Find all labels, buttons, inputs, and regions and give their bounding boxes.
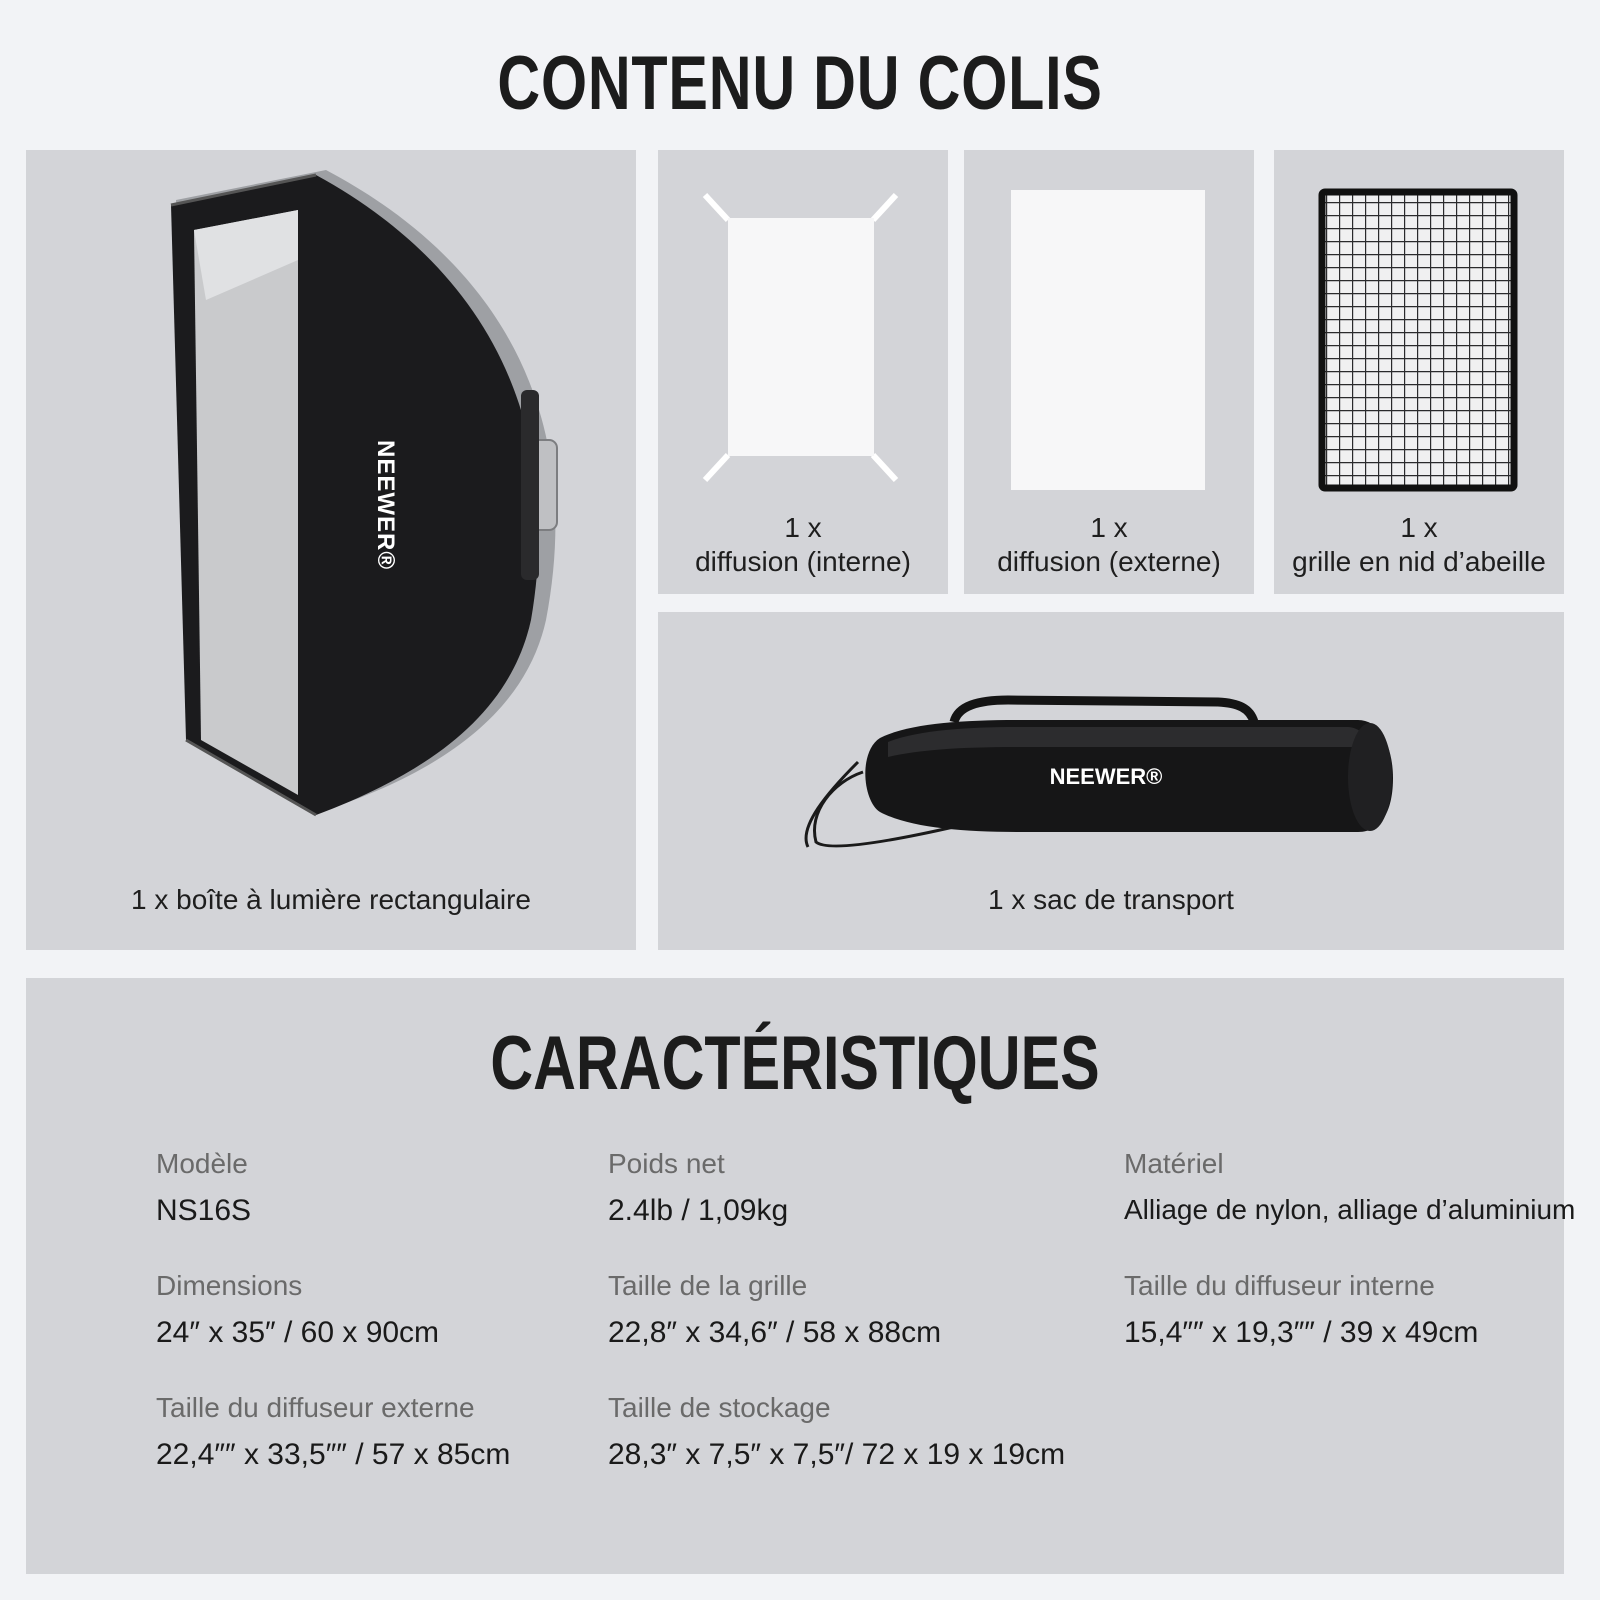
spec-label: Modèle (156, 1148, 248, 1179)
spec-value: NS16S (156, 1194, 252, 1227)
outer-diffuser-qty: 1 x (1090, 512, 1128, 543)
spec-dimensions (156, 1270, 439, 1350)
bag-brand-logo: NEEWER® (1049, 764, 1163, 789)
spec-label: Taille de la grille (608, 1270, 808, 1301)
spec-model (156, 1148, 251, 1228)
softbox-panel (26, 150, 636, 950)
spec-label: Taille de stockage (608, 1392, 831, 1423)
spec-material (1124, 1148, 1575, 1226)
spec-value: 24″ x 35″ / 60 x 90cm (156, 1316, 440, 1349)
spec-storage-size (608, 1392, 1065, 1472)
spec-grid-size (608, 1270, 941, 1350)
specs-title: CARACTÉRISTIQUES (490, 1021, 1100, 1106)
bag-caption: 1 x sac de transport (988, 884, 1234, 915)
spec-label: Poids net (608, 1148, 725, 1179)
spec-outer-diffuser-size (156, 1392, 510, 1472)
spec-value: 15,4″″ x 19,3″″ / 39 x 49cm (1124, 1316, 1479, 1349)
spec-value: 28,3″ x 7,5″ x 7,5″/ 72 x 19 x 19cm (608, 1438, 1066, 1471)
softbox-brand-logo: NEEWER® (372, 440, 399, 571)
outer-diffuser-caption: diffusion (externe) (997, 546, 1221, 577)
inner-diffuser-caption: diffusion (interne) (695, 546, 911, 577)
softbox-image (26, 150, 636, 950)
softbox-caption: 1 x boîte à lumière rectangulaire (131, 884, 531, 915)
spec-label: Dimensions (156, 1270, 303, 1301)
grid-panel (1274, 150, 1564, 594)
spec-label: Taille du diffuseur interne (1124, 1270, 1435, 1301)
spec-label: Matériel (1124, 1148, 1224, 1179)
spec-value: 22,8″ x 34,6″ / 58 x 88cm (608, 1316, 942, 1349)
spec-net-weight (608, 1148, 788, 1228)
bag-panel (658, 612, 1564, 950)
inner-diffuser-qty: 1 x (784, 512, 822, 543)
outer-diffuser-panel (964, 150, 1254, 594)
grid-qty: 1 x (1400, 512, 1438, 543)
page-title: CONTENU DU COLIS (497, 41, 1103, 126)
spec-label: Taille du diffuseur externe (156, 1392, 475, 1423)
spec-inner-diffuser-size (1124, 1270, 1478, 1350)
spec-value: Alliage de nylon, alliage d’aluminium (1124, 1194, 1576, 1225)
inner-diffuser-panel (658, 150, 948, 594)
spec-value: 2.4lb / 1,09kg (608, 1194, 789, 1227)
grid-caption: grille en nid d’abeille (1292, 546, 1546, 577)
spec-value: 22,4″″ x 33,5″″ / 57 x 85cm (156, 1438, 511, 1471)
specifications-section (26, 978, 1576, 1574)
